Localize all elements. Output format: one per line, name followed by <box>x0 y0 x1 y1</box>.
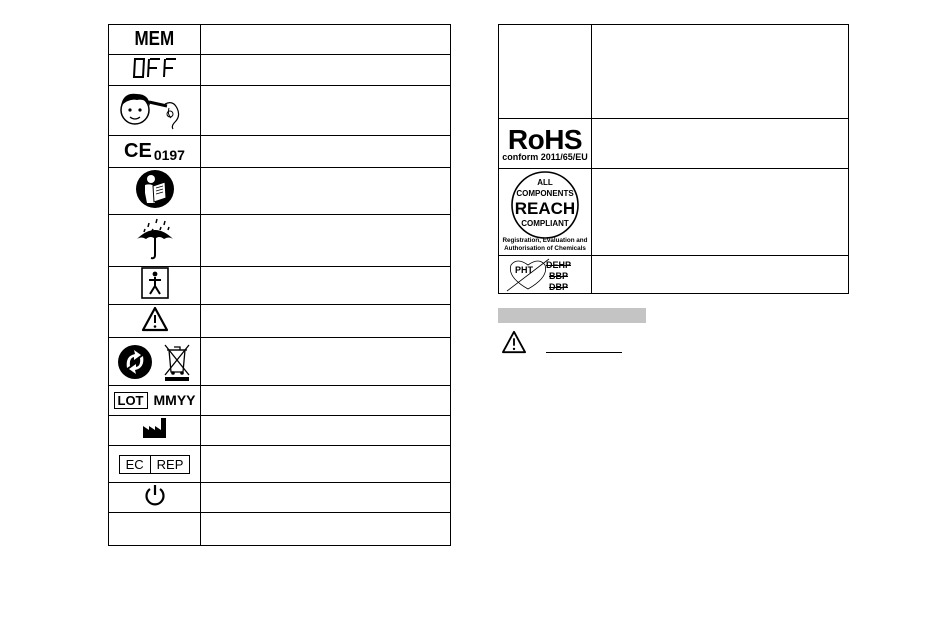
symbol-cell <box>499 256 592 294</box>
green-dot-recycle-icon <box>117 344 153 380</box>
left-symbol-table <box>108 24 451 546</box>
mem-symbol: MEM <box>134 28 175 50</box>
symbol-cell <box>109 55 201 86</box>
symbol-cell <box>109 86 201 136</box>
table-row <box>109 55 451 86</box>
read-manual-icon <box>135 169 175 209</box>
description-cell <box>201 136 451 168</box>
symbol-cell <box>109 305 201 338</box>
warning-triangle-icon <box>501 330 527 354</box>
reach-logo <box>502 170 588 254</box>
table-row <box>499 256 849 294</box>
ec-label: EC <box>125 456 144 472</box>
section-heading-bar <box>498 308 646 323</box>
symbol-cell <box>109 446 201 483</box>
rohs-subtext: conform 2011/65/EU <box>502 151 588 162</box>
reach-line-components: COMPONENTS <box>516 189 574 198</box>
ec-rep-symbol <box>119 455 191 474</box>
description-cell <box>201 483 451 513</box>
pht-item-dbp: DBP <box>549 282 569 292</box>
symbol-cell <box>109 513 201 546</box>
table-row <box>109 267 451 305</box>
ce-notified-body-number: 0197 <box>153 147 185 163</box>
description-cell <box>201 338 451 386</box>
description-cell <box>592 119 849 169</box>
description-cell <box>201 305 451 338</box>
rep-label: REP <box>150 456 190 473</box>
table-row <box>109 305 451 338</box>
table-row <box>109 215 451 267</box>
child-forehead-thermometer-icon <box>115 86 195 130</box>
description-cell <box>201 55 451 86</box>
description-cell <box>201 267 451 305</box>
table-row <box>109 338 451 386</box>
table-row <box>109 483 451 513</box>
table-row <box>109 86 451 136</box>
off-display-icon <box>131 56 179 80</box>
symbol-cell <box>109 416 201 446</box>
lot-box: LOT <box>114 392 148 409</box>
manufacturer-factory-icon <box>142 417 168 439</box>
reach-line-all: ALL <box>537 178 553 187</box>
table-row <box>109 416 451 446</box>
keep-dry-umbrella-icon <box>133 215 177 261</box>
reach-line-reach: REACH <box>514 199 576 218</box>
lot-date-format: MMYY <box>153 392 196 408</box>
description-cell <box>592 169 849 256</box>
symbol-cell <box>109 25 201 55</box>
symbol-cell <box>109 136 201 168</box>
symbol-cell <box>109 215 201 267</box>
pht-items <box>546 260 571 293</box>
description-cell <box>201 215 451 267</box>
warning-heading-underline <box>546 352 622 353</box>
description-cell <box>201 168 451 215</box>
description-cell <box>592 25 849 119</box>
symbol-cell <box>499 169 592 256</box>
symbol-cell <box>109 483 201 513</box>
table-row <box>109 386 451 416</box>
table-row <box>109 136 451 168</box>
symbol-cell <box>109 168 201 215</box>
description-cell <box>201 386 451 416</box>
type-bf-applied-part-icon <box>140 267 170 299</box>
description-cell <box>201 513 451 546</box>
weee-crossed-bin-icon <box>162 342 192 382</box>
description-cell <box>201 86 451 136</box>
right-symbol-table <box>498 24 849 294</box>
table-row <box>499 169 849 256</box>
symbol-cell <box>109 386 201 416</box>
description-cell <box>201 446 451 483</box>
rohs-logo <box>499 123 591 162</box>
description-cell <box>201 25 451 55</box>
description-cell <box>592 256 849 294</box>
table-row <box>109 25 451 55</box>
pht-free-logo <box>499 256 589 293</box>
table-row <box>499 119 849 169</box>
table-row <box>109 446 451 483</box>
table-row <box>109 168 451 215</box>
ce-mark <box>124 140 185 163</box>
reach-line-compliant: COMPLIANT <box>521 219 569 228</box>
rohs-label: RoHS <box>507 123 583 155</box>
pht-label: PHT <box>515 265 533 275</box>
symbol-cell <box>109 338 201 386</box>
pht-item-dehp: DEHP <box>546 260 572 270</box>
description-cell <box>201 416 451 446</box>
lot-symbol <box>114 392 196 409</box>
table-row <box>109 513 451 546</box>
symbol-cell <box>499 119 592 169</box>
symbol-cell <box>499 25 592 119</box>
reach-caption-line2: Authorisation of Chemicals <box>504 245 586 252</box>
power-icon <box>143 483 167 507</box>
reach-caption-line1: Registration, Evaluation and <box>502 237 588 244</box>
pht-item-bbp: BBP <box>549 271 569 281</box>
table-row <box>499 25 849 119</box>
warning-triangle-icon <box>141 306 169 332</box>
ce-mark-letters: CE <box>124 140 152 162</box>
symbol-cell <box>109 267 201 305</box>
